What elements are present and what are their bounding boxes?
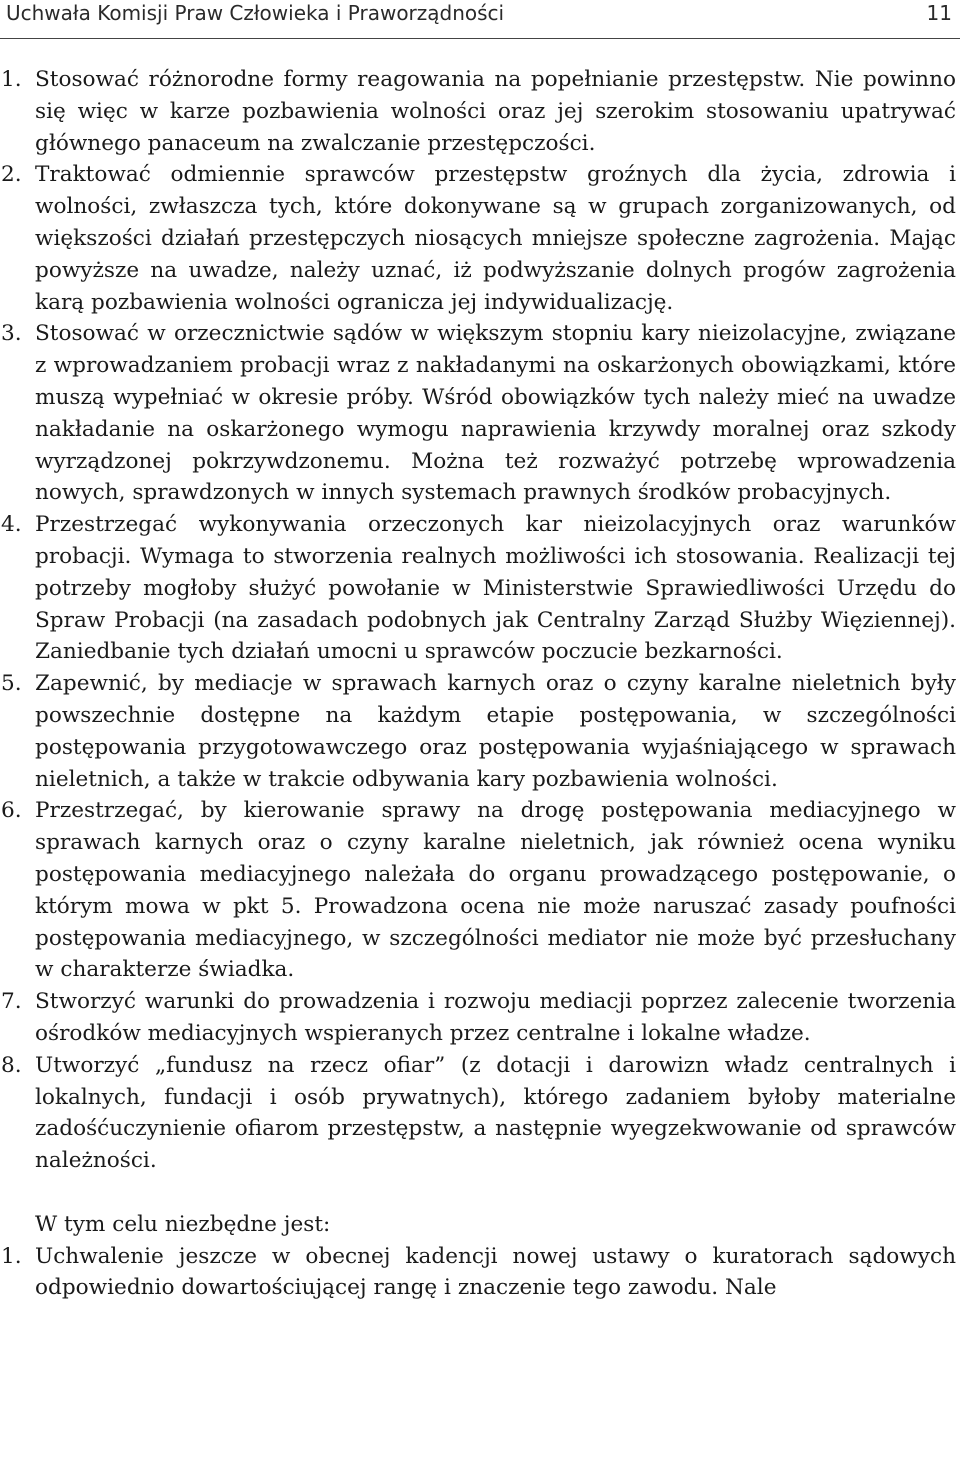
header-title: Uchwała Komisji Praw Człowieka i Praworządności <box>6 1 505 25</box>
item-number: 7. <box>1 989 22 1015</box>
list-item <box>0 509 956 668</box>
item-number: 1. <box>1 1243 22 1269</box>
item-text: Przestrzegać, by kierowanie sprawy na drogę postępowania mediacyjnego w sprawach karnych oraz o czyny karalne nieletnich, jak również ocena wyniku postępowania mediacyjnego należała do organu prowadzącego postępowanie, o którym mowa w pkt 5. Prowadzona ocena nie może naruszać zasady poufności postępowania mediacyjnego, w szczególności mediator nie może być przesłuchany w charakterze świadka. <box>35 798 956 983</box>
header-rule <box>0 38 960 39</box>
item-text: Utworzyć „fundusz na rzecz ofiar” (z dotacji i darowizn władz centralnych i lokalnych, fundacji i osób prywatnych), którego zadaniem byłoby materialne zadośćuczynienie ofiarom przestępstw, a następnie wyegzekwowanie od sprawców należności. <box>35 1052 956 1174</box>
item-text: Zapewnić, by mediacje w sprawach karnych oraz o czyny karalne nieletnich były powszechnie dostępne na każdym etapie postępowania, w szczególności postępowania przygotowawczego oraz postępowania wyjaśniającego w sprawach nieletnich, a także w trakcie odbywania kary pozbawienia wolności. <box>35 671 956 792</box>
item-text: Traktować odmiennie sprawców przestępstw groźnych dla życia, zdrowia i wolności, zwłaszcza tych, które dokonywane są w grupach zorganizowanych, od większości działań przestępczych niosących mniejsze społeczne zagrożenia. Mając powyższe na uwadze, należy uznać, iż podwyższanie dolnych progów zagrożenia karą pozbawienia wolności ogranicza jej indywidualizację. <box>35 162 956 315</box>
item-number: 4. <box>1 512 22 538</box>
list-item <box>0 1050 956 1177</box>
page-number: 11 <box>926 1 952 25</box>
item-text: Uchwalenie jeszcze w obecnej kadencji nowej ustawy o kuratorach sądowych odpowiednio dowartościującej rangę i znaczenie tego zawodu. Nale <box>35 1243 956 1301</box>
item-text: Stworzyć warunki do prowadzenia i rozwoju mediacji poprzez zalecenie tworzenia ośrodków mediacyjnych wspieranych przez centralne i lokalne władze. <box>35 989 956 1046</box>
item-number: 6. <box>1 798 22 824</box>
requirements-list <box>0 1241 956 1305</box>
list-item <box>0 1241 956 1305</box>
list-item <box>0 668 956 795</box>
document-body <box>0 64 956 1304</box>
list-item <box>0 159 956 318</box>
list-item <box>0 318 956 509</box>
list-item <box>0 986 956 1050</box>
list-item <box>0 64 956 159</box>
item-text: Stosować w orzecznictwie sądów w większym stopniu kary nieizolacyjne, związane z wprowadzaniem probacji wraz z nakładanymi na oskarżonych obowiązkami, które muszą wypełniać w okresie próby. Wśród obowiązków tych należy mieć na uwadze nakładanie na oskarżonego wymogu naprawienia krzywdy moralnej oraz szkody wyrządzonej pokrzywdzonemu. Można też rozważyć potrzebę wprowadzenia nowych, sprawdzonych w innych systemach prawnych środków probacyjnych. <box>35 321 956 506</box>
item-number: 3. <box>1 321 22 347</box>
recommendations-list <box>0 64 956 1177</box>
running-header <box>6 0 952 28</box>
item-text: Przestrzegać wykonywania orzeczonych kar nieizolacyjnych oraz warunków probacji. Wymaga to stworzenia realnych możliwości ich stosowania. Realizacji tej potrzeby mogłoby służyć powołanie w Ministerstwie Sprawiedliwości Urzędu do Spraw Probacji (na zasadach podobnych jak Centralny Zarząd Służby Więziennej). Zaniedbanie tych działań umocni u sprawców poczucie bezkarności. <box>35 512 956 665</box>
item-text: Stosować różnorodne formy reagowania na popełnianie przestępstw. Nie powinno się więc w karze pozbawienia wolności oraz jej szerokim stosowaniu upatrywać głównego panaceum na zwalczanie przestępczości. <box>35 67 956 156</box>
item-number: 5. <box>1 671 22 697</box>
list-item <box>0 795 956 986</box>
item-number: 1. <box>1 67 22 92</box>
section-lead: W tym celu niezbędne jest: <box>35 1211 331 1237</box>
item-number: 2. <box>1 162 22 188</box>
item-number: 8. <box>1 1052 22 1078</box>
